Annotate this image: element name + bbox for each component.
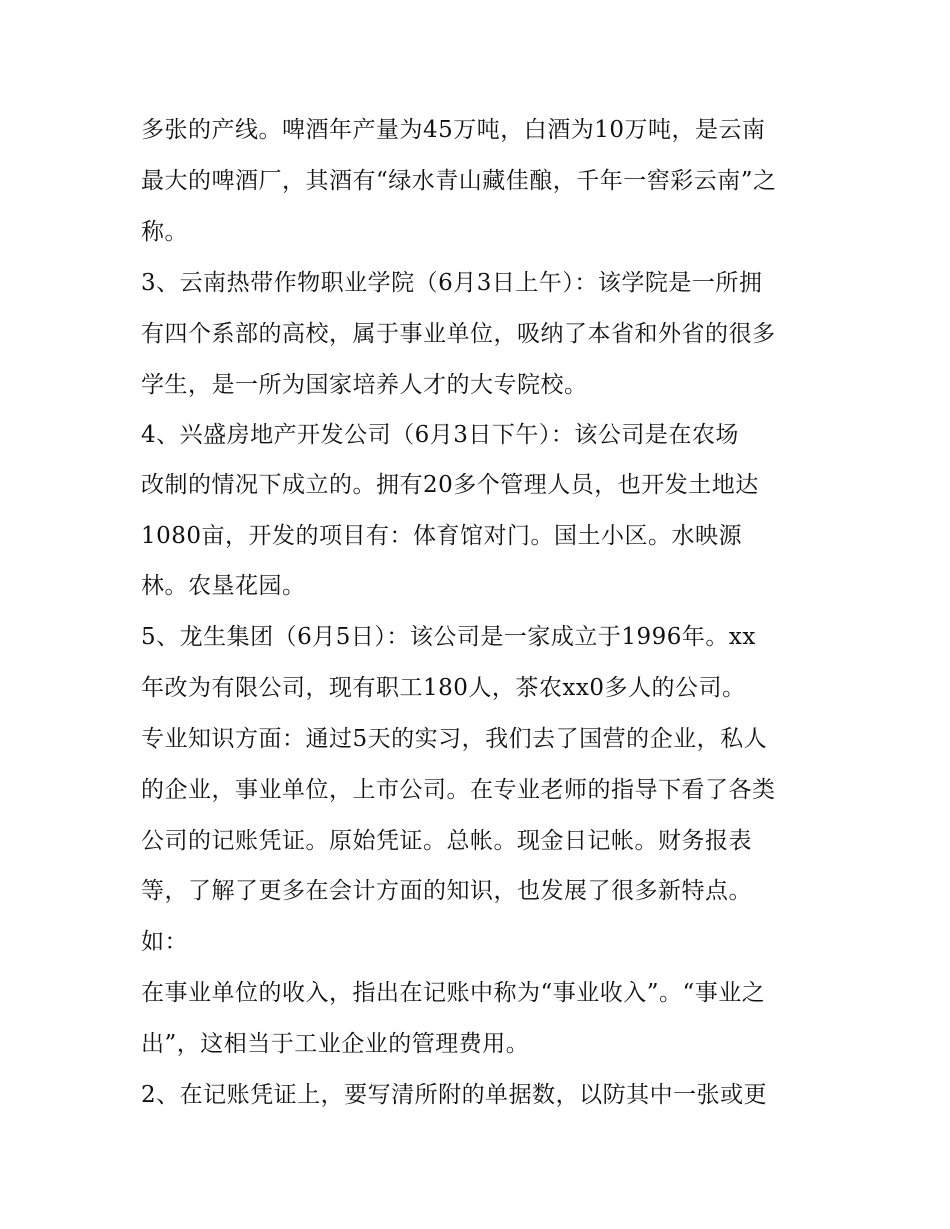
text-line-7: 4、兴盛房地产开发公司（6月3日下午）：该公司是在农场 bbox=[141, 422, 739, 448]
text-line-8: 改制的情况下成立的。拥有20多个管理人员，也开发土地达 bbox=[141, 472, 759, 498]
text-line-18: 在事业单位的收入，指出在记账中称为“事业收入”。“事业之 bbox=[141, 980, 766, 1006]
text-line-19: 出”，这相当于工业企业的管理费用。 bbox=[141, 1031, 530, 1057]
text-line-6: 学生，是一所为国家培养人才的大专院校。 bbox=[141, 372, 588, 398]
text-line-14: 的企业，事业单位，上市公司。在专业老师的指导下看了各类 bbox=[141, 777, 776, 803]
text-line-10: 林。农垦花园。 bbox=[141, 573, 306, 599]
text-line-5: 有四个系部的高校，属于事业单位，吸纳了本省和外省的很多 bbox=[141, 321, 776, 347]
text-line-9: 1080亩，开发的项目有：体育馆对门。国土小区。水映源 bbox=[141, 523, 743, 549]
text-line-17: 如： bbox=[141, 929, 188, 955]
text-line-16: 等，了解了更多在会计方面的知识，也发展了很多新特点。 bbox=[141, 878, 752, 904]
text-line-15: 公司的记账凭证。原始凭证。总帐。现金日记帐。财务报表 bbox=[141, 828, 752, 854]
text-line-11: 5、龙生集团（6月5日）：该公司是一家成立于1996年。xx bbox=[141, 624, 756, 650]
text-line-1: 多张的产线。啤酒年产量为45万吨，白酒为10万吨，是云南 bbox=[141, 117, 766, 143]
text-line-4: 3、云南热带作物职业学院（6月3日上午）：该学院是一所拥 bbox=[141, 270, 763, 296]
text-line-13: 专业知识方面：通过5天的实习，我们去了国营的企业，私人 bbox=[141, 726, 768, 752]
text-line-20: 2、在记账凭证上，要写清所附的单据数，以防其中一张或更 bbox=[141, 1082, 768, 1108]
text-line-3: 称。 bbox=[141, 219, 188, 245]
text-line-2: 最大的啤酒厂，其酒有“绿水青山藏佳酿，千年一窖彩云南”之 bbox=[141, 168, 777, 194]
text-line-12: 年改为有限公司，现有职工180人，茶农xx0多人的公司。 bbox=[141, 675, 746, 701]
